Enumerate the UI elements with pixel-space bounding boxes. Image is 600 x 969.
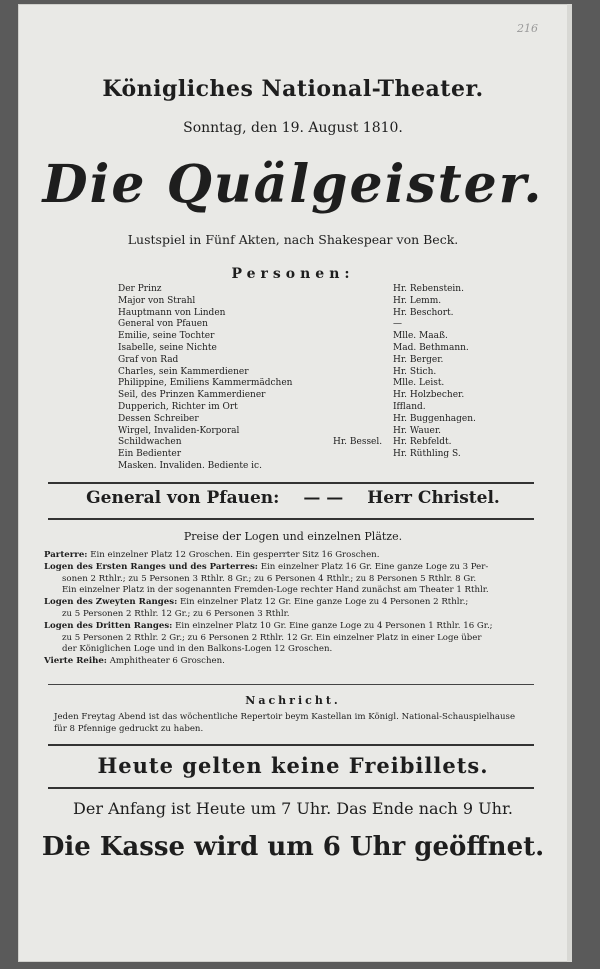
start-time: Der Anfang ist Heute um 7 Uhr. Das Ende nach 9 Uhr. <box>73 799 513 818</box>
cast-role: Graf von Rad <box>118 354 179 365</box>
price-line <box>44 633 544 645</box>
freibillets-notice: Heute gelten keine Freibillets. <box>97 753 489 778</box>
price-line <box>44 597 544 609</box>
guest-announcement <box>18 488 568 508</box>
cast-role: Schildwachen <box>118 437 182 448</box>
cast-extra <box>333 308 393 320</box>
cast-extra <box>333 367 393 379</box>
price-text: zu 5 Personen 2 Rthlr. 2 Gr.; zu 6 Personen 2 Rthlr. 12 Gr. Ein einzelner Platz in einer Loge über <box>62 632 482 643</box>
cast-actor: Hr. Lemm. <box>393 295 442 306</box>
nachricht-line: für 8 Pfennige gedruckt zu haben. <box>54 724 204 734</box>
cast-role: Masken. Invaliden. Bediente ic. <box>118 460 262 471</box>
cast-extra <box>333 378 393 390</box>
cast-row <box>118 414 518 426</box>
nachricht-text <box>54 711 534 735</box>
cast-row <box>118 331 518 343</box>
performance-date: Sonntag, den 19. August 1810. <box>183 120 403 136</box>
cast-actor: — <box>393 319 402 330</box>
prices-title: Preise der Logen und einzelnen Plätze. <box>183 530 403 543</box>
price-list <box>44 550 544 668</box>
price-line <box>44 644 544 656</box>
cast-actor: Hr. Beschort. <box>393 307 454 318</box>
price-text: der Königlichen Loge und in den Balkons-Logen 12 Groschen. <box>62 644 333 655</box>
archive-mark: 216 <box>517 22 538 35</box>
cast-actor: Mlle. Maaß. <box>393 331 448 342</box>
cast-row <box>118 355 518 367</box>
price-text: Ein einzelner Platz 10 Gr. Eine ganze Loge zu 4 Personen 1 Rthlr. 16 Gr.; <box>175 620 493 631</box>
price-text: Ein einzelner Platz in der sogenannten Fremden-Loge rechter Hand zunächst am Theater 1 Rthlr. <box>62 585 489 596</box>
divider <box>48 684 534 685</box>
cast-extra <box>333 449 393 461</box>
cast-extra <box>333 414 393 426</box>
divider <box>48 744 534 746</box>
cast-extra <box>333 296 393 308</box>
cast-row <box>118 319 518 331</box>
cast-list <box>118 284 518 473</box>
cast-extra <box>333 390 393 402</box>
cast-extra <box>333 331 393 343</box>
cast-role: Seil, des Prinzen Kammerdiener <box>118 390 266 401</box>
cast-role: Philippine, Emiliens Kammermädchen <box>118 378 293 389</box>
cast-row <box>118 367 518 379</box>
price-label: Vierte Reihe: <box>44 656 107 667</box>
nachricht-line: Jeden Freytag Abend ist das wöchentliche Repertoir beym Kastellan im Königl. National-Schauspielhause <box>54 712 516 722</box>
cast-extra <box>333 319 393 331</box>
cast-role: Der Prinz <box>118 284 162 294</box>
cast-actor: Hr. Buggenhagen. <box>393 413 476 424</box>
cast-role: Dessen Schreiber <box>118 413 199 424</box>
playbill-sheet <box>18 4 568 962</box>
cast-role: Hauptmann von Linden <box>118 307 226 318</box>
price-line <box>44 585 544 597</box>
cast-extra <box>333 343 393 355</box>
cast-row <box>118 402 518 414</box>
cast-role: Ein Bedienter <box>118 449 182 460</box>
play-subtitle: Lustspiel in Fünf Akten, nach Shakespear von Beck. <box>127 232 459 247</box>
price-label: Logen des Dritten Ranges: <box>44 620 173 631</box>
cast-row <box>118 461 518 473</box>
play-title: Die Quälgeister. <box>42 154 544 215</box>
price-text: zu 5 Personen 2 Rthlr. 12 Gr.; zu 6 Personen 3 Rthlr. <box>62 608 290 619</box>
cast-extra <box>333 402 393 414</box>
cast-actor <box>393 461 518 473</box>
divider <box>48 482 534 484</box>
cast-role: Charles, sein Kammerdiener <box>118 366 249 377</box>
divider <box>48 518 534 520</box>
price-label: Parterre: <box>44 550 88 560</box>
cast-actor: Hr. Rebfeldt. <box>393 437 452 448</box>
cast-actor: Hr. Berger. <box>393 354 444 365</box>
cast-role: Major von Strahl <box>118 295 196 306</box>
cast-role: Wirgel, Invaliden-Korporal <box>118 425 240 436</box>
divider <box>48 787 534 789</box>
cast-extra <box>333 461 393 473</box>
cast-role: Isabelle, seine Nichte <box>118 342 217 353</box>
price-line <box>44 550 544 562</box>
cast-actor: Hr. Rüthling S. <box>393 449 461 460</box>
cast-actor: Hr. Rebenstein. <box>393 284 464 294</box>
cast-actor: Hr. Stich. <box>393 366 437 377</box>
cast-row <box>118 308 518 320</box>
price-label: Logen des Zweyten Ranges: <box>44 597 178 608</box>
cast-row <box>118 437 518 449</box>
price-line <box>44 621 544 633</box>
cast-actor: Hr. Holzbecher. <box>393 390 465 401</box>
paper-edge <box>567 4 572 962</box>
cast-extra <box>333 426 393 438</box>
guest-dashes: — — <box>303 488 344 508</box>
guest-actor: Herr Christel. <box>367 488 500 508</box>
cast-row <box>118 343 518 355</box>
price-line <box>44 574 544 586</box>
cast-row <box>118 390 518 402</box>
cast-role: Dupperich, Richter im Ort <box>118 401 238 412</box>
price-text: sonen 2 Rthlr.; zu 5 Personen 3 Rthlr. 8 Gr.; zu 6 Personen 4 Rthlr.; zu 8 Personen 5 Rthlr. 8 Gr. <box>62 573 477 584</box>
price-line <box>44 609 544 621</box>
price-text: Ein einzelner Platz 12 Groschen. Ein gesperrter Sitz 16 Groschen. <box>90 550 380 560</box>
cast-row <box>118 426 518 438</box>
cast-row <box>118 378 518 390</box>
cast-role: Emilie, seine Tochter <box>118 331 215 342</box>
cast-row <box>118 284 518 296</box>
price-label: Logen des Ersten Ranges und des Parterres: <box>44 561 258 572</box>
price-text: Ein einzelner Platz 16 Gr. Eine ganze Loge zu 3 Per- <box>260 561 489 572</box>
theatre-name: Königliches National-Theater. <box>102 76 484 102</box>
box-office-opening: Die Kasse wird um 6 Uhr geöffnet. <box>41 832 545 862</box>
cast-actor: Mad. Bethmann. <box>393 342 469 353</box>
price-line <box>44 656 544 668</box>
cast-actor: Hr. Wauer. <box>393 425 442 436</box>
cast-role: General von Pfauen <box>118 319 208 330</box>
cast-actor: Iffland. <box>393 401 426 412</box>
price-line <box>44 562 544 574</box>
cast-extra <box>333 284 393 296</box>
cast-actor: Mlle. Leist. <box>393 378 445 389</box>
price-text: Ein einzelner Platz 12 Gr. Eine ganze Loge zu 4 Personen 2 Rthlr.; <box>179 597 469 608</box>
nachricht-title: Nachricht. <box>245 694 341 707</box>
cast-extra: Hr. Bessel. <box>333 437 383 448</box>
cast-extra <box>333 355 393 367</box>
personen-heading: Personen: <box>231 266 355 282</box>
cast-row <box>118 449 518 461</box>
cast-row <box>118 296 518 308</box>
price-text: Amphitheater 6 Groschen. <box>109 656 225 667</box>
guest-role: General von Pfauen: <box>86 488 280 508</box>
